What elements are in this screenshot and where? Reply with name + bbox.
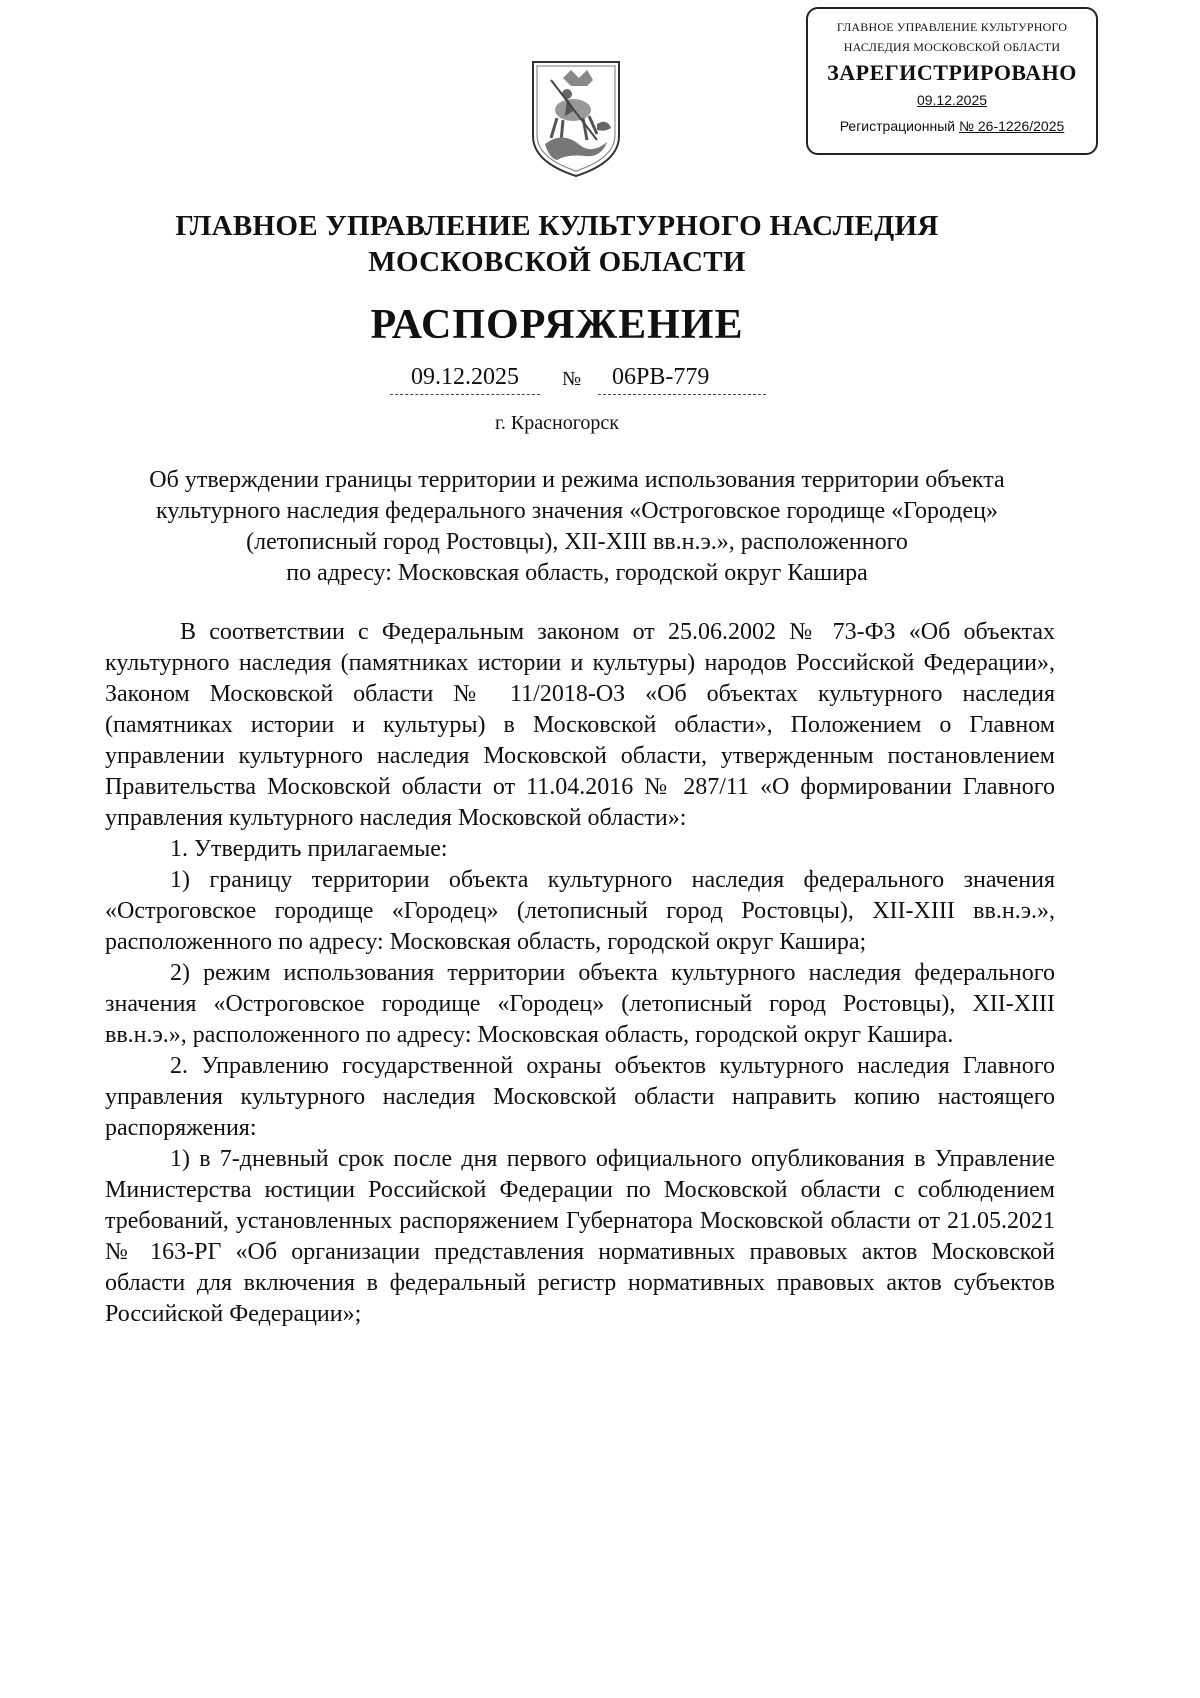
organization-name xyxy=(0,208,1114,280)
document-date: 09.12.2025 xyxy=(411,364,519,390)
document-type: РАСПОРЯЖЕНИЕ xyxy=(370,302,744,348)
body-paragraph: 1) границу территории объекта культурного наследия федерального значения «Остроговское городище «Городец» (летописный город Ростовцы), XII-XIII вв.н.э.», расположенного по адресу: Московская область, городской округ Кашира; xyxy=(105,867,1055,955)
body-paragraph: 1) в 7-дневный срок после дня первого официального опубликования в Управление Министерства юстиции Российской Федерации по Московской области с соблюдением требований, установленных распоряжением Губернатора Московской области от 21.05.2021 № 163-РГ «Об организации представления нормативных правовых актов Московской области для включения в федеральный регистр нормативных правовых актов субъектов Российской Федерации»; xyxy=(105,1146,1055,1327)
organization-name-line-1: ГЛАВНОЕ УПРАВЛЕНИЕ КУЛЬТУРНОГО НАСЛЕДИЯ xyxy=(175,210,939,242)
document-body xyxy=(105,617,1055,1330)
body-paragraph: 1. Утвердить прилагаемые: xyxy=(170,836,448,862)
date-number-line xyxy=(390,362,770,396)
issue-city: г. Красногорск xyxy=(494,412,620,434)
number-sign: № xyxy=(562,368,582,390)
subject-line: (летописный город Ростовцы), XII-XIII вв.н.э.», расположенного xyxy=(246,529,908,555)
stamp-reg-label: Регистрационный xyxy=(839,118,956,134)
document-number: 06РВ-779 xyxy=(612,364,710,390)
subject-line: по адресу: Московская область, городской округ Кашира xyxy=(286,560,868,586)
coat-of-arms-icon xyxy=(527,58,625,180)
registration-stamp xyxy=(806,7,1098,155)
document-subject xyxy=(100,465,1054,589)
organization-name-line-2: МОСКОВСКОЙ ОБЛАСТИ xyxy=(368,246,746,278)
stamp-date: 09.12.2025 xyxy=(916,92,988,108)
body-paragraph: 2) режим использования территории объекта культурного наследия федерального значения «Остроговское городище «Городец» (летописный город Ростовцы), XII-XIII вв.н.э.», расположенного по адресу: Московская область, городской округ Кашира. xyxy=(105,960,1055,1048)
stamp-status: ЗАРЕГИСТРИРОВАНО xyxy=(827,60,1077,85)
subject-line: культурного наследия федерального значения «Остроговское городище «Городец» xyxy=(156,498,998,524)
date-underline xyxy=(390,394,540,395)
stamp-reg-number: № 26-1226/2025 xyxy=(958,118,1065,134)
stamp-org-line-2: НАСЛЕДИЯ МОСКОВСКОЙ ОБЛАСТИ xyxy=(843,40,1061,54)
number-underline xyxy=(598,394,766,395)
subject-line: Об утверждении границы территории и режима использования территории объекта xyxy=(149,467,1005,493)
stamp-reg-number-line xyxy=(808,115,1096,137)
body-paragraph: 2. Управлению государственной охраны объектов культурного наследия Главного управления культурного наследия Московской области направить копию настоящего распоряжения: xyxy=(105,1053,1055,1141)
body-paragraph: В соответствии с Федеральным законом от 25.06.2002 № 73-ФЗ «Об объектах культурного наследия (памятниках истории и культуры) народов Российской Федерации», Законом Московской области № 11/2018-ОЗ «Об объектах культурного наследия (памятниках истории и культуры) в Московской области», Положением о Главном управлении культурного наследия Московской области, утвержденным постановлением Правительства Московской области от 11.04.2016 № 287/11 «О формировании Главного управления культурного наследия Московской области»: xyxy=(105,619,1055,831)
stamp-org-line-1: ГЛАВНОЕ УПРАВЛЕНИЕ КУЛЬТУРНОГО xyxy=(836,20,1068,34)
